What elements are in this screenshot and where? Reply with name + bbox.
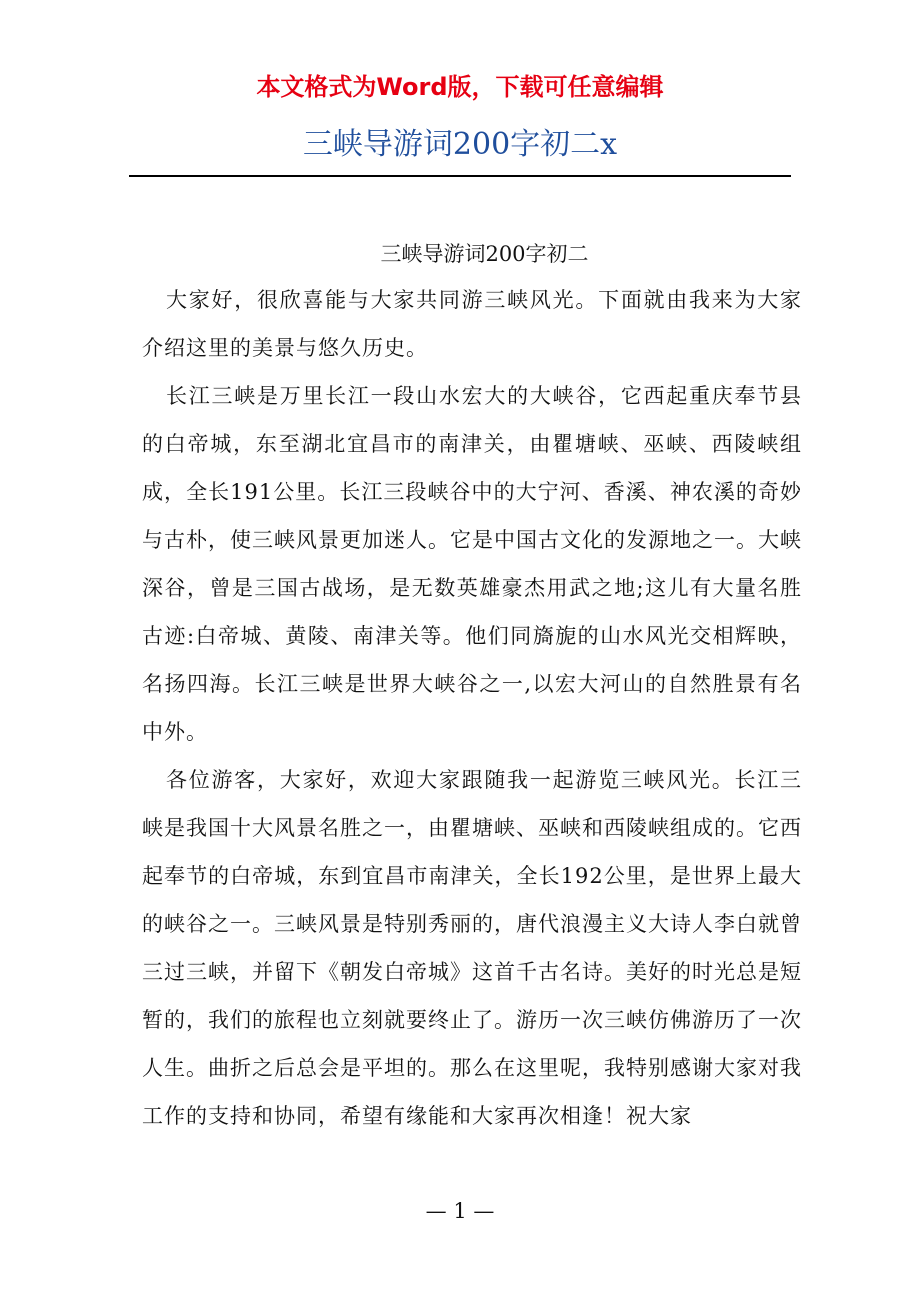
format-notice: 本文格式为Word版，下载可任意编辑 xyxy=(256,73,664,101)
document-body xyxy=(142,230,802,1140)
paragraph-overview: 长江三峡是万里长江一段山水宏大的大峡谷，它西起重庆奉节县的白帝城，东至湖北宜昌市的南津关，由瞿塘峡、巫峡、西陵峡组成，全长191公里。长江三段峡谷中的大宁河、香溪、神农溪的奇妙与古朴，使三峡风景更加迷人。它是中国古文化的发源地之一。大峡深谷，曾是三国古战场，是无数英雄豪杰用武之地;这儿有大量名胜古迹:白帝城、黄陵、南津关等。他们同旖旎的山水风光交相辉映，名扬四海。长江三峡是世界大峡谷之一,以宏大河山的自然胜景有名中外。 xyxy=(142,384,802,744)
page-number: — 1 — xyxy=(425,1199,495,1223)
paragraph-welcome: 各位游客，大家好，欢迎大家跟随我一起游览三峡风光。长江三峡是我国十大风景名胜之一，由瞿塘峡、巫峡和西陵峡组成的。它西起奉节的白帝城，东到宜昌市南津关，全长192公里，是世界上最大的峡谷之一。三峡风景是特别秀丽的，唐代浪漫主义大诗人李白就曾三过三峡，并留下《朝发白帝城》这首千古名诗。美好的时光总是短暂的，我们的旅程也立刻就要终止了。游历一次三峡仿佛游历了一次人生。曲折之后总会是平坦的。那么在这里呢，我特别感谢大家对我工作的支持和协同，希望有缘能和大家再次相逢！祝大家 xyxy=(142,768,802,1128)
document-title: 三峡导游词200字初二x xyxy=(302,127,618,162)
article-subtitle: 三峡导游词200字初二 xyxy=(380,242,589,266)
title-divider xyxy=(129,175,791,177)
paragraph-intro: 大家好，很欣喜能与大家共同游三峡风光。下面就由我来为大家介绍这里的美景与悠久历史。 xyxy=(142,288,802,360)
